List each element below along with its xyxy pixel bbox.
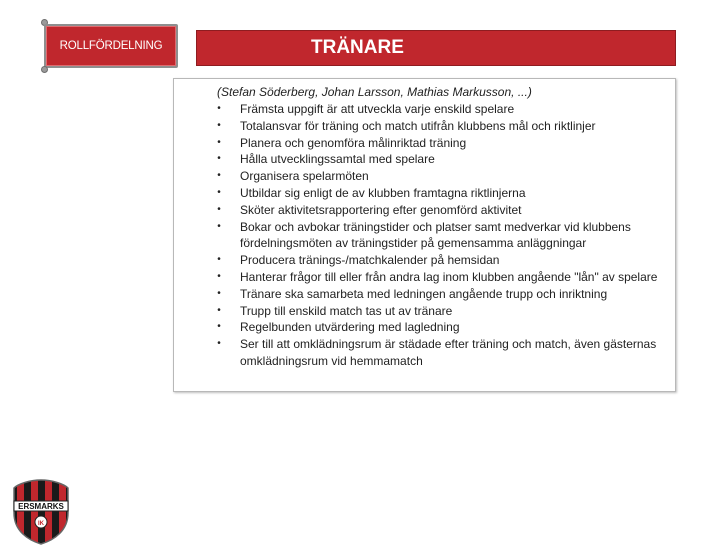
bullet-icon: • bbox=[217, 203, 221, 215]
duty-item bbox=[214, 168, 664, 185]
duty-text: Främsta uppgift är att utveckla varje enskild spelare bbox=[240, 102, 515, 116]
duty-text: Planera och genomföra målinriktad träning bbox=[240, 135, 467, 150]
duty-text: Trupp till enskild match tas ut av tränare bbox=[240, 303, 453, 318]
duty-text: Utbildar sig enligt de av klubben framtagna riktlinjerna bbox=[240, 185, 526, 200]
logo-initials: IK bbox=[38, 521, 44, 527]
duty-item bbox=[214, 219, 664, 253]
club-logo bbox=[12, 479, 70, 545]
duty-text: Sköter aktivitetsrapportering efter genomförd aktivitet bbox=[240, 202, 522, 217]
duty-item bbox=[214, 118, 664, 135]
duty-text: Producera tränings-/matchkalender på hemsidan bbox=[240, 253, 500, 268]
duty-text: Organisera spelarmöten bbox=[240, 169, 369, 184]
bullet-icon: • bbox=[217, 153, 221, 165]
duty-text: Hålla utvecklingssamtal med spelare bbox=[240, 152, 435, 167]
duty-text: Totalansvar för träning och match utifrån klubbens mål och riktlinjer bbox=[240, 118, 596, 133]
tab-pin-bottom bbox=[41, 66, 48, 73]
logo-text: ERSMARKS bbox=[18, 502, 64, 511]
duty-item bbox=[214, 336, 664, 370]
duty-item bbox=[214, 151, 664, 168]
content-box bbox=[173, 78, 676, 392]
bullet-icon: • bbox=[217, 136, 221, 148]
duty-item bbox=[214, 269, 664, 286]
duty-text: Tränare ska samarbeta med ledningen angående trupp och inriktning bbox=[240, 286, 608, 301]
bullet-icon: • bbox=[217, 119, 221, 131]
bullet-icon: • bbox=[217, 170, 221, 182]
bullet-icon: • bbox=[217, 321, 221, 333]
duty-item bbox=[214, 202, 664, 219]
duty-item bbox=[214, 303, 664, 320]
duty-item bbox=[214, 286, 664, 303]
coach-names: (Stefan Söderberg, Johan Larsson, Mathias Markusson, ...) bbox=[217, 85, 532, 99]
bullet-icon: • bbox=[217, 338, 221, 350]
duty-text: Bokar och avbokar träningstider och platser samt medverkar vid klubbens fördelningsmöten av träningstider på gemensamma anläggningar bbox=[240, 219, 631, 251]
section-tab bbox=[44, 24, 178, 68]
section-tab-label: ROLLFÖRDELNING bbox=[59, 40, 163, 52]
duty-text: Hanterar frågor till eller från andra lag inom klubben angående "lån" av spelare bbox=[240, 269, 658, 284]
duty-item bbox=[214, 101, 664, 118]
duty-item bbox=[214, 319, 664, 336]
bullet-icon: • bbox=[217, 254, 221, 266]
bullet-icon: • bbox=[217, 304, 221, 316]
duty-item bbox=[214, 252, 664, 269]
bullet-icon: • bbox=[217, 287, 221, 299]
bullet-icon: • bbox=[217, 186, 221, 198]
duty-text: Regelbunden utvärdering med lagledning bbox=[240, 320, 460, 335]
bullet-icon: • bbox=[217, 270, 221, 282]
duty-list bbox=[214, 101, 664, 370]
duty-item bbox=[214, 185, 664, 202]
bullet-icon: • bbox=[217, 220, 221, 232]
page-title: TRÄNARE bbox=[311, 37, 404, 58]
duty-text: Ser till att omklädningsrum är städade efter träning och match, även gästernas omklädningsrum vid hemmamatch bbox=[240, 337, 657, 368]
bullet-icon: • bbox=[217, 103, 221, 114]
title-bar bbox=[196, 30, 676, 66]
duty-item bbox=[214, 135, 664, 152]
